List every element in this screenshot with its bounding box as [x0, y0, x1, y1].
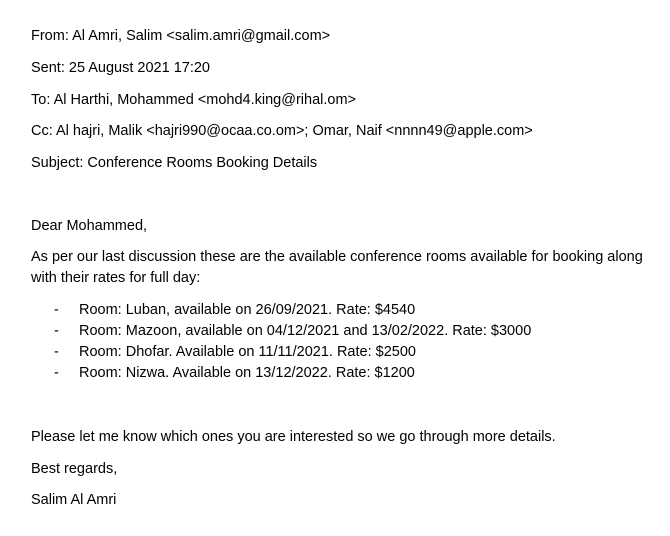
from-line: From: Al Amri, Salim <salim.amri@gmail.com> [31, 28, 331, 44]
bullet-marker: - [54, 365, 59, 381]
bullet-marker: - [54, 302, 59, 318]
signature: Salim Al Amri [31, 492, 117, 508]
room-item-text: Room: Luban, available on 26/09/2021. Rate: $4540 [79, 302, 416, 318]
to-line: To: Al Harthi, Mohammed <mohd4.king@rihal.om> [31, 92, 357, 108]
intro-paragraph: As per our last discussion these are the available conference rooms available for booking along with their rates for full day: [31, 249, 643, 286]
bullet-marker: - [54, 323, 59, 339]
bullet-marker: - [54, 344, 59, 360]
sent-line: Sent: 25 August 2021 17:20 [31, 60, 210, 76]
closing-request: Please let me know which ones you are interested so we go through more details. [31, 429, 556, 445]
cc-line: Cc: Al hajri, Malik <hajri990@ocaa.co.om>; Omar, Naif <nnnn49@apple.com> [31, 123, 533, 139]
room-item-text: Room: Dhofar. Available on 11/11/2021. Rate: $2500 [79, 344, 416, 360]
subject-line: Subject: Conference Rooms Booking Details [31, 155, 318, 171]
room-item-text: Room: Mazoon, available on 04/12/2021 and 13/02/2022. Rate: $3000 [79, 323, 532, 339]
greeting: Dear Mohammed, [31, 218, 148, 234]
room-item-text: Room: Nizwa. Available on 13/12/2022. Rate: $1200 [79, 365, 415, 381]
sign-off: Best regards, [31, 461, 118, 477]
